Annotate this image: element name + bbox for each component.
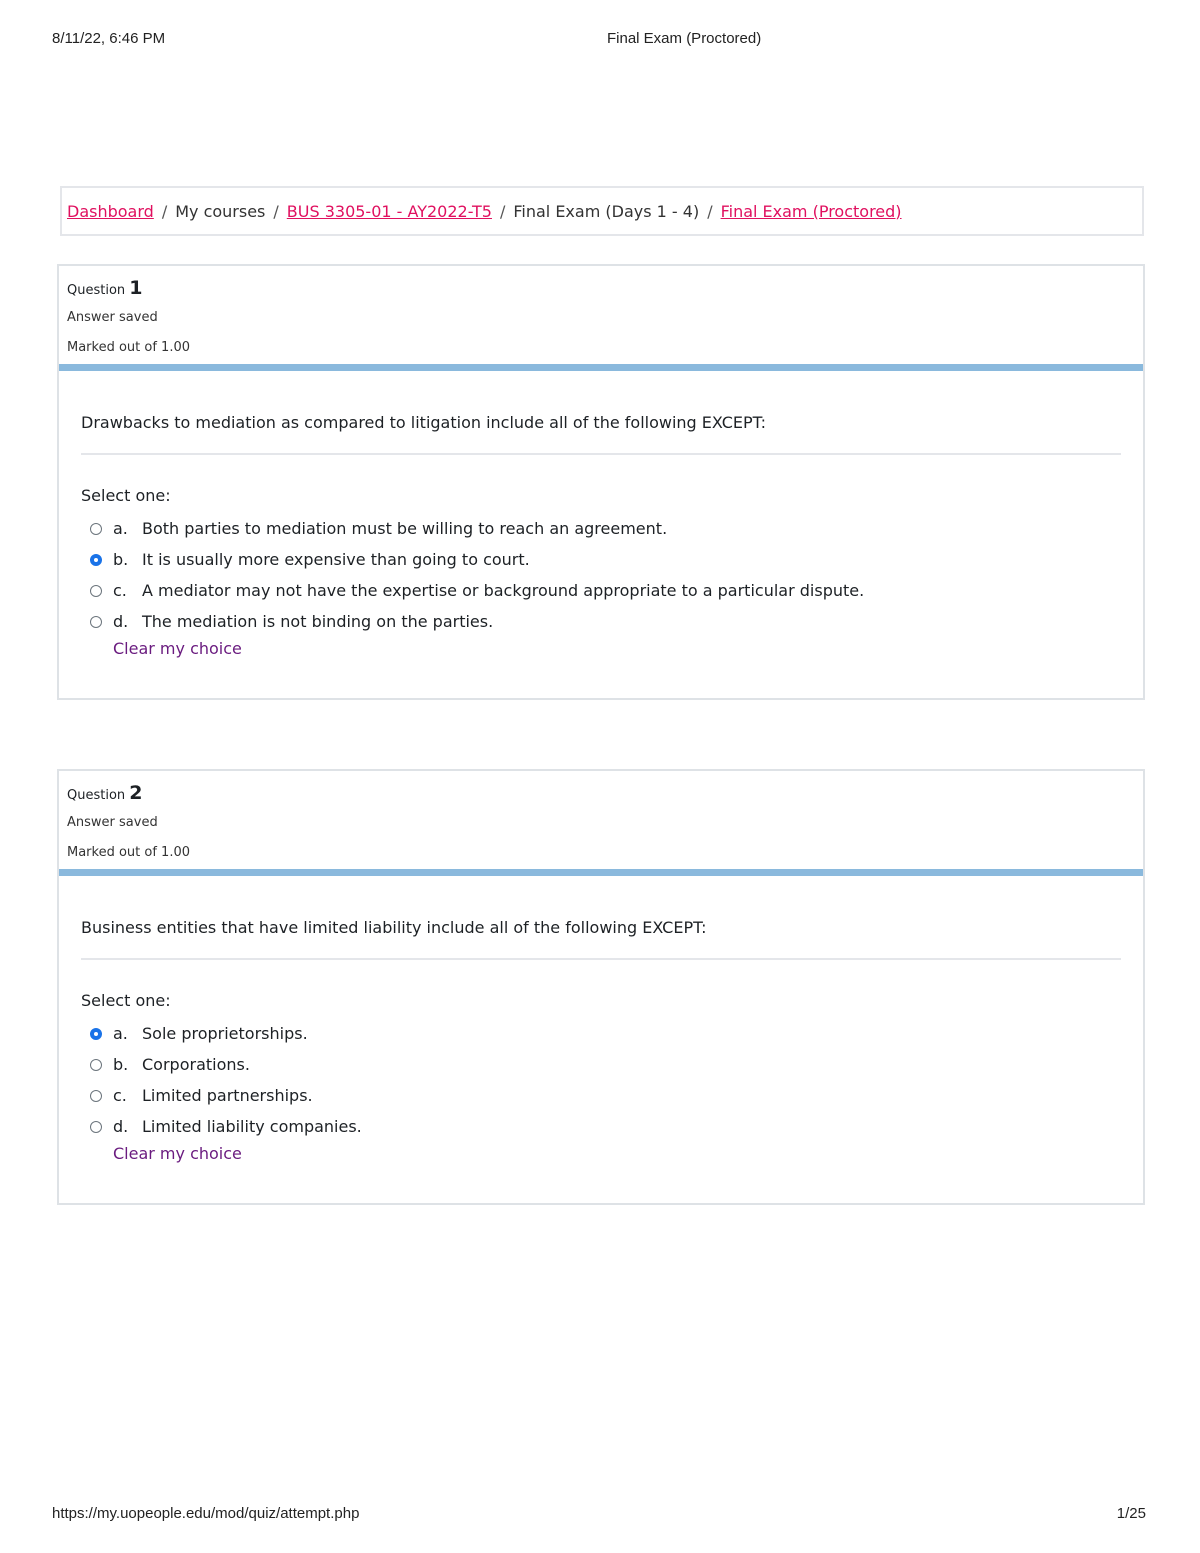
radio-button-selected[interactable] [90, 554, 102, 566]
answer-text: A mediator may not have the expertise or background appropriate to a particular dispute. [142, 581, 865, 600]
question-grade: Marked out of 1.00 [67, 340, 191, 355]
breadcrumb-my-courses: My courses [175, 201, 266, 221]
breadcrumb [60, 186, 1144, 236]
breadcrumb-final-exam-days: Final Exam (Days 1 - 4) [513, 201, 700, 221]
answer-letter: d. [113, 1117, 129, 1136]
answer-text: The mediation is not binding on the parties. [142, 612, 494, 631]
answer-option[interactable] [81, 1018, 1121, 1049]
answer-text: Limited partnerships. [142, 1086, 313, 1105]
question-state: Answer saved [67, 815, 158, 830]
answer-option[interactable] [81, 513, 1121, 544]
question-divider [81, 453, 1121, 455]
print-header [52, 30, 1148, 50]
answer-letter: b. [113, 1055, 129, 1074]
question-content [59, 876, 1143, 1163]
radio-button[interactable] [90, 523, 102, 535]
question-number: Question 1 [67, 277, 143, 299]
answer-text: Both parties to mediation must be willing to reach an agreement. [142, 519, 668, 538]
radio-button[interactable] [90, 1059, 102, 1071]
question-card [57, 769, 1145, 1205]
question-divider [81, 958, 1121, 960]
print-footer [52, 1505, 1148, 1525]
question-divider-bar [59, 869, 1143, 876]
question-number: Question 2 [67, 782, 143, 804]
breadcrumb-course-link[interactable]: BUS 3305-01 - AY2022-T5 [286, 201, 492, 221]
answer-letter: d. [113, 612, 129, 631]
answer-option[interactable] [81, 1080, 1121, 1111]
question-info [59, 266, 1143, 364]
print-page-number: 1/25 [1116, 1505, 1146, 1522]
question-grade: Marked out of 1.00 [67, 845, 191, 860]
breadcrumb-dashboard-link[interactable]: Dashboard [67, 201, 154, 221]
print-url: https://my.uopeople.edu/mod/quiz/attempt.php [52, 1505, 360, 1522]
clear-choice-link[interactable]: Clear my choice [113, 639, 242, 658]
answer-text: It is usually more expensive than going to court. [142, 550, 530, 569]
breadcrumb-final-exam-link[interactable]: Final Exam (Proctored) [720, 201, 902, 221]
breadcrumb-separator: / [707, 201, 713, 221]
answer-option[interactable] [81, 1111, 1121, 1142]
select-one-prompt: Select one: [81, 991, 171, 1010]
breadcrumb-separator: / [161, 201, 168, 221]
question-state: Answer saved [67, 310, 158, 325]
breadcrumb-separator: / [273, 201, 279, 221]
answer-list [81, 1018, 1121, 1142]
answer-option[interactable] [81, 606, 1121, 637]
answer-list [81, 513, 1121, 637]
answer-text: Sole proprietorships. [142, 1024, 308, 1043]
question-divider-bar [59, 364, 1143, 371]
radio-button[interactable] [90, 1121, 102, 1133]
answer-letter: c. [113, 581, 127, 600]
answer-option[interactable] [81, 575, 1121, 606]
answer-letter: b. [113, 550, 129, 569]
radio-button-selected[interactable] [90, 1028, 102, 1040]
question-info [59, 771, 1143, 869]
answer-option[interactable] [81, 1049, 1121, 1080]
question-text: Drawbacks to mediation as compared to litigation include all of the following EXCEPT: [81, 413, 767, 432]
question-card [57, 264, 1145, 700]
answer-text: Corporations. [142, 1055, 250, 1074]
radio-button[interactable] [90, 585, 102, 597]
clear-choice-link[interactable]: Clear my choice [113, 1144, 242, 1163]
breadcrumb-separator: / [499, 201, 506, 221]
radio-button[interactable] [90, 616, 102, 628]
answer-letter: c. [113, 1086, 127, 1105]
question-content [59, 371, 1143, 658]
select-one-prompt: Select one: [81, 486, 171, 505]
print-title: Final Exam (Proctored) [607, 30, 762, 47]
question-text: Business entities that have limited liability include all of the following EXCEPT: [81, 918, 707, 937]
answer-option[interactable] [81, 544, 1121, 575]
radio-button[interactable] [90, 1090, 102, 1102]
answer-letter: a. [113, 1024, 128, 1043]
print-datetime: 8/11/22, 6:46 PM [52, 30, 166, 47]
answer-text: Limited liability companies. [142, 1117, 362, 1136]
answer-letter: a. [113, 519, 128, 538]
